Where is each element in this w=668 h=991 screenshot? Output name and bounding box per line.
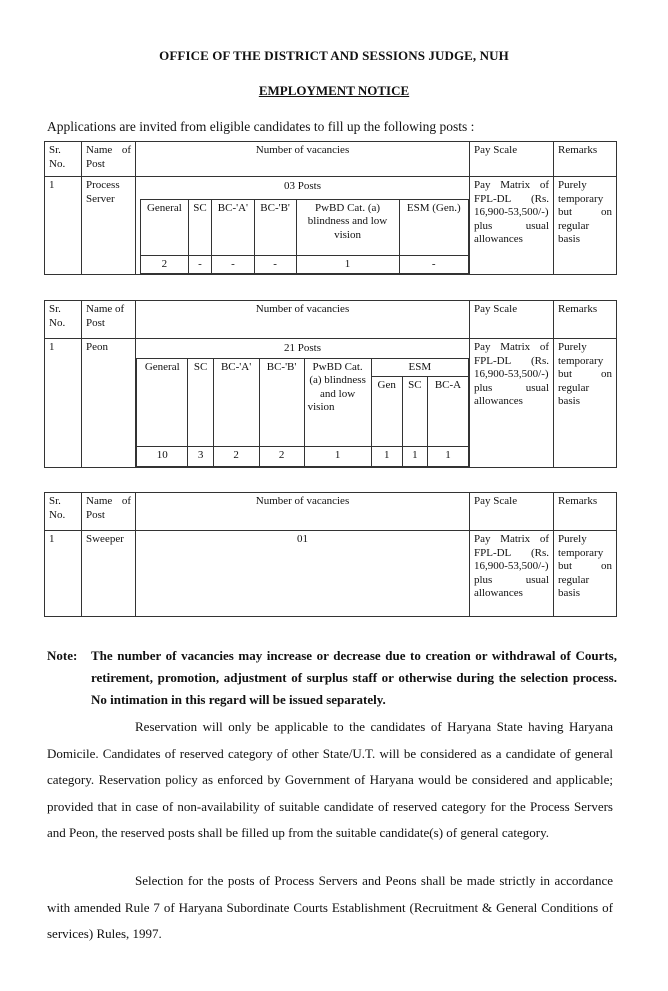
category-count: 1: [402, 447, 427, 467]
office-title: OFFICE OF THE DISTRICT AND SESSIONS JUDGE, NUH: [159, 48, 509, 63]
category-count: 1: [371, 447, 402, 467]
category-count: 2: [141, 255, 189, 274]
vacancy-table-process-server: [44, 141, 617, 275]
category-count: 2: [213, 447, 259, 467]
category-count: 10: [137, 447, 188, 467]
vacancy-breakdown: [136, 177, 470, 275]
intro-text: Applications are invited from eligible candidates to fill up the following posts :: [47, 119, 475, 134]
sr-header: Sr. No.: [45, 142, 82, 177]
post-header: Name of Post: [82, 142, 136, 177]
pay-header: Pay Scale: [470, 301, 554, 339]
total-posts: 03 Posts: [284, 180, 321, 192]
remarks: Purely temporary but on regular basis: [554, 531, 617, 617]
vacancy-table-peon: [44, 300, 617, 468]
sr-value: 1: [45, 531, 82, 617]
category-header: SC: [188, 358, 213, 447]
category-header: General: [141, 199, 189, 255]
selection-paragraph: Selection for the posts of Process Servers and Peons shall be made strictly in accordance with amended Rule 7 of Haryana Subordinate Courts Establishment (Recruitment & General Conditions of services) Rules, 1997.: [47, 873, 613, 941]
category-header: ESM: [371, 358, 468, 377]
category-count: 1: [304, 447, 371, 467]
category-header: BC-'A': [213, 358, 259, 447]
remarks-header: Remarks: [554, 142, 617, 177]
post-name: Process Server: [82, 177, 136, 275]
sr-value: 1: [45, 177, 82, 275]
reservation-paragraph: Reservation will only be applicable to the candidates of Haryana State having Haryana Domicile. Candidates of reserved category of other State/U.T. will be considered as a candidate of general category. Reservation policy as enforced by Government of Haryana would be considered and applicable; provided that in case of non-availability of suitable candidate of reserved category for the Process Servers and Peon, the reserved posts shall be filled up from the suitable candidate(s) of general category.: [47, 719, 613, 840]
category-header: PwBD Cat. (a) blindness and low vision: [304, 358, 371, 447]
category-table: [136, 358, 469, 468]
remarks-header: Remarks: [554, 301, 617, 339]
note-block: [47, 645, 617, 711]
category-count: -: [399, 255, 468, 274]
category-count: 3: [188, 447, 213, 467]
category-count: 1: [296, 255, 399, 274]
category-header: PwBD Cat. (a) blindness and low vision: [296, 199, 399, 255]
remarks-header: Remarks: [554, 493, 617, 531]
category-header: SC: [188, 199, 211, 255]
category-count: -: [212, 255, 255, 274]
category-count: -: [188, 255, 211, 274]
sr-header: Sr. No.: [45, 493, 82, 531]
esm-subheader: SC: [402, 377, 427, 447]
vacancy-table-sweeper: [44, 492, 617, 617]
pay-scale: Pay Matrix of FPL-DL (Rs. 16,900-53,500/-) plus usual allowances: [470, 177, 554, 275]
total-posts: 01: [136, 531, 470, 617]
category-header: BC-'B': [259, 358, 304, 447]
post-name: Peon: [82, 339, 136, 468]
category-table: [140, 199, 469, 275]
notice-title: EMPLOYMENT NOTICE: [258, 83, 410, 98]
post-name: Sweeper: [82, 531, 136, 617]
pay-scale: Pay Matrix of FPL-DL (Rs. 16,900-53,500/-) plus usual allowances: [470, 339, 554, 468]
category-count: 1: [427, 447, 468, 467]
category-header: BC-'B': [254, 199, 296, 255]
sr-header: Sr. No.: [45, 301, 82, 339]
remarks: Purely temporary but on regular basis: [554, 339, 617, 468]
category-header: BC-'A': [212, 199, 255, 255]
vacancies-header: Number of vacancies: [136, 493, 470, 531]
esm-subheader: Gen: [371, 377, 402, 447]
pay-header: Pay Scale: [470, 142, 554, 177]
total-posts: 21 Posts: [284, 342, 321, 354]
category-count: 2: [259, 447, 304, 467]
esm-subheader: BC-A: [427, 377, 468, 447]
post-header: Name of Post: [82, 493, 136, 531]
note-label: Note:: [47, 648, 78, 663]
post-header: Name of Post: [82, 301, 136, 339]
category-header: General: [137, 358, 188, 447]
vacancies-header: Number of vacancies: [136, 301, 470, 339]
vacancy-breakdown: [136, 339, 470, 468]
pay-scale: Pay Matrix of FPL-DL (Rs. 16,900-53,500/-) plus usual allowances: [470, 531, 554, 617]
sr-value: 1: [45, 339, 82, 468]
vacancies-header: Number of vacancies: [136, 142, 470, 177]
category-header: ESM (Gen.): [399, 199, 468, 255]
category-count: -: [254, 255, 296, 274]
pay-header: Pay Scale: [470, 493, 554, 531]
note-text: The number of vacancies may increase or decrease due to creation or withdrawal of Courts, retirement, promotion, adjustment of surplus staff or otherwise during the selection process. No intimation in this regard will be issued separately.: [91, 648, 617, 707]
remarks: Purely temporary but on regular basis: [554, 177, 617, 275]
